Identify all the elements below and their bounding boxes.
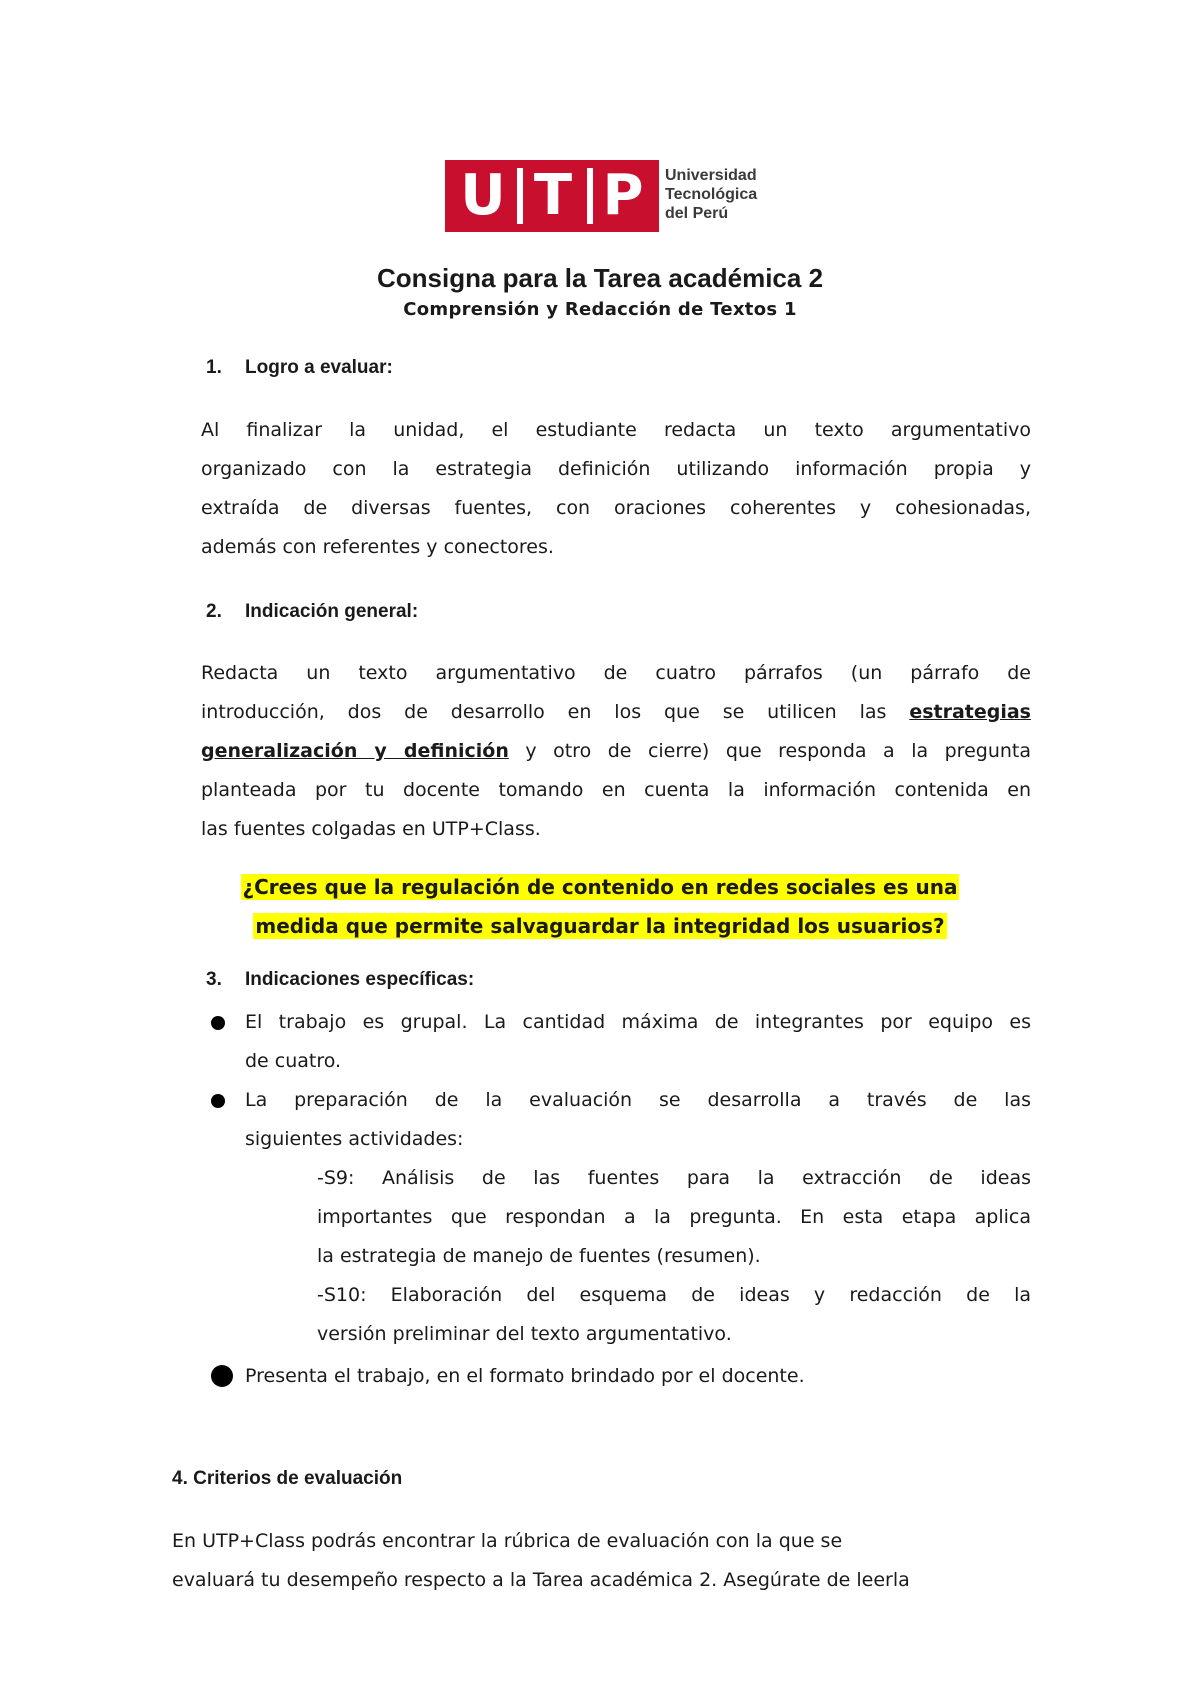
- paragraph-line: [201, 732, 1031, 771]
- list-item: [245, 1357, 1031, 1396]
- list-item-line: siguientes actividades:: [245, 1128, 464, 1150]
- section3-heading: [0, 969, 1200, 995]
- paragraph-line: Al finalizar la unidad, el estudiante redacta un texto argumentativo: [201, 419, 1031, 441]
- emphasis-strategies-names: generalización y definición: [201, 740, 509, 762]
- highlighted-question: [0, 868, 1200, 946]
- utp-logo: [445, 160, 765, 232]
- paragraph-line: planteada por tu docente tomando en cuenta la información contenida en: [201, 779, 1031, 801]
- paragraph-text: introducción, dos de desarrollo en los que se utilicen las: [201, 701, 887, 723]
- paragraph-line: [201, 693, 1031, 732]
- list-item-line: Presenta el trabajo, en el formato brindado por el docente.: [245, 1365, 805, 1387]
- page-subtitle: Comprensión y Redacción de Textos 1: [403, 299, 797, 320]
- list-item-line: de cuatro.: [245, 1050, 342, 1072]
- activity-line: la estrategia de manejo de fuentes (resumen).: [317, 1245, 761, 1267]
- list-item: [245, 1081, 1031, 1159]
- logo-divider: [587, 168, 593, 224]
- paragraph-line: las fuentes colgadas en UTP+Class.: [201, 818, 541, 840]
- section3-title: Indicaciones específicas:: [245, 969, 475, 990]
- paragraph-line: Redacta un texto argumentativo de cuatro párrafos (un párrafo de: [201, 662, 1031, 684]
- activity-s9: [317, 1159, 1031, 1276]
- list-item: [245, 1003, 1031, 1081]
- activity-line: versión preliminar del texto argumentativo.: [317, 1323, 732, 1345]
- logo-wordmark-line: Universidad: [665, 167, 757, 184]
- logo-letter-p: P: [602, 163, 644, 228]
- bullet-icon: [211, 1094, 225, 1108]
- emphasis-strategies: estrategias: [909, 701, 1031, 723]
- logo-red-block: [445, 160, 659, 232]
- section1-paragraph: [201, 411, 1031, 567]
- list-item-line: El trabajo es grupal. La cantidad máxima de integrantes por equipo es: [245, 1011, 1031, 1033]
- section2-heading: [0, 601, 1200, 627]
- paragraph-line: además con referentes y conectores.: [201, 536, 554, 558]
- question-line: ¿Crees que la regulación de contenido en redes sociales es una: [242, 875, 958, 899]
- question-line: medida que permite salvaguardar la integridad los usuarios?: [255, 914, 945, 938]
- paragraph-line: evaluará tu desempeño respecto a la Tarea académica 2. Asegúrate de leerla: [172, 1569, 910, 1591]
- logo-letter-u: U: [460, 163, 506, 228]
- logo-letter-t: T: [533, 163, 573, 228]
- section1-number: 1.: [206, 357, 222, 378]
- bullet-icon: [211, 1016, 225, 1030]
- logo-wordmark-line: Tecnológica: [665, 186, 758, 203]
- section1-heading: [0, 357, 1200, 383]
- list-item-line: La preparación de la evaluación se desarrolla a través de las: [245, 1089, 1031, 1111]
- section1-title: Logro a evaluar:: [245, 357, 393, 378]
- section3-number: 3.: [206, 969, 222, 990]
- logo-wordmark: [665, 166, 765, 223]
- page-title: Consigna para la Tarea académica 2: [376, 263, 824, 293]
- activity-s10: [317, 1276, 1031, 1354]
- paragraph-line: organizado con la estrategia definición utilizando información propia y: [201, 458, 1031, 480]
- section2-paragraph: [201, 654, 1031, 849]
- section2-title: Indicación general:: [245, 601, 419, 622]
- section4-heading: 4. Criterios de evaluación: [172, 1468, 403, 1489]
- activity-line: -S9: Análisis de las fuentes para la extracción de ideas: [317, 1167, 1031, 1189]
- paragraph-line: En UTP+Class podrás encontrar la rúbrica de evaluación con la que se: [172, 1530, 843, 1552]
- section4-paragraph: [172, 1522, 1042, 1600]
- logo-wordmark-line: del Perú: [665, 205, 729, 222]
- bullet-icon: [211, 1365, 233, 1387]
- paragraph-text: y otro de cierre) que responda a la pregunta: [508, 740, 1031, 762]
- paragraph-line: extraída de diversas fuentes, con oraciones coherentes y cohesionadas,: [201, 497, 1031, 519]
- activity-line: -S10: Elaboración del esquema de ideas y redacción de la: [317, 1284, 1031, 1306]
- section2-number: 2.: [206, 601, 222, 622]
- logo-divider: [517, 168, 523, 224]
- activity-line: importantes que respondan a la pregunta. En esta etapa aplica: [317, 1206, 1031, 1228]
